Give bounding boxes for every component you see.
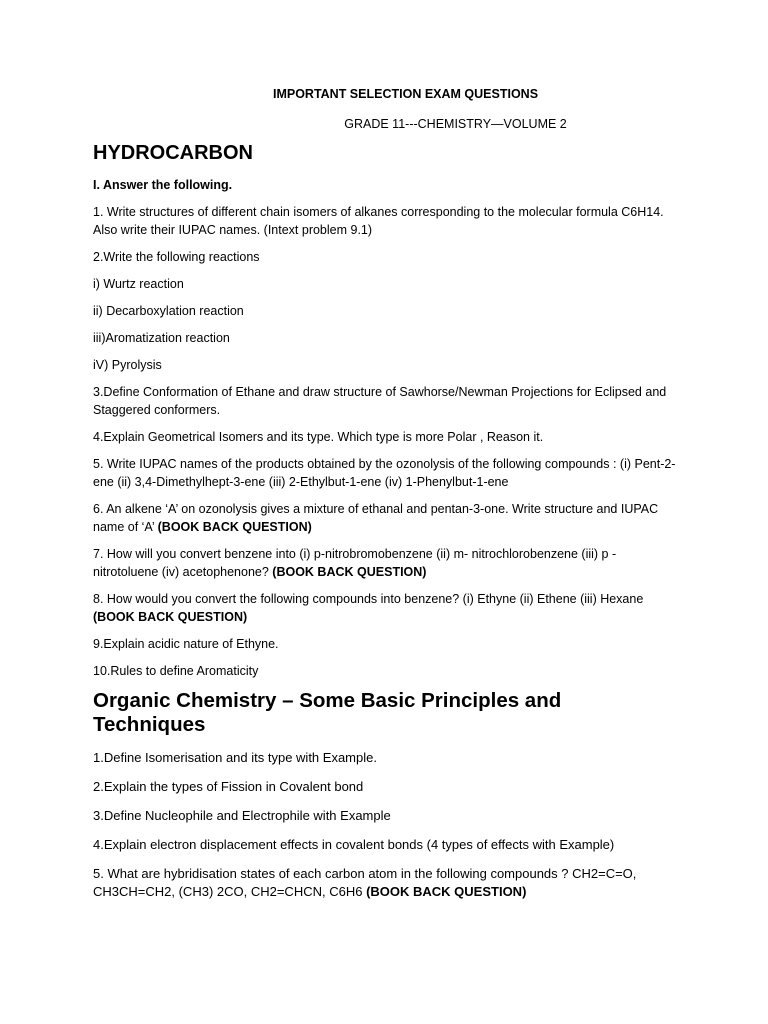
question-item: 8. How would you convert the following compounds into benzene? (i) Ethyne (ii) Ethene (iii) Hexane (BOOK BACK QUESTION) xyxy=(93,592,644,624)
question-item: 4.Explain Geometrical Isomers and its type. Which type is more Polar , Reason it. xyxy=(93,430,544,444)
section-heading-organic-chemistry: Organic Chemistry – Some Basic Principles and Techniques xyxy=(93,689,562,736)
question-item: 1. Write structures of different chain isomers of alkanes corresponding to the molecular formula C6H14. Also write their IUPAC names. (Intext problem 9.1) xyxy=(93,205,664,237)
question-item: ii) Decarboxylation reaction xyxy=(93,304,244,318)
question-item: i) Wurtz reaction xyxy=(93,277,184,291)
question-item: 3.Define Conformation of Ethane and draw structure of Sawhorse/Newman Projections for Eclipsed and Staggered conformers. xyxy=(93,385,667,417)
question-item: 6. An alkene ‘A’ on ozonolysis gives a mixture of ethanal and pentan-3-one. Write structure and IUPAC name of ‘A’ (BOOK BACK QUESTION) xyxy=(93,502,659,534)
question-item: 5. What are hybridisation states of each carbon atom in the following compounds ? CH2=C=O, CH3CH=CH2, (CH3) 2CO, CH2=CHCN, C6H6 (BOOK BACK QUESTION) xyxy=(93,866,637,899)
document-page xyxy=(93,84,678,912)
question-item: 7. How will you convert benzene into (i) p-nitrobromobenzene (ii) m- nitrochlorobenzene (iii) p -nitrotoluene (iv) acetophenone? (BOOK BACK QUESTION) xyxy=(93,547,617,579)
question-item: 3.Define Nucleophile and Electrophile with Example xyxy=(93,808,391,823)
question-item: 10.Rules to define Aromaticity xyxy=(93,664,259,678)
section-subheading: I. Answer the following. xyxy=(93,178,233,192)
document-subtitle: GRADE 11---CHEMISTRY—VOLUME 2 xyxy=(344,117,567,131)
question-item: 2.Explain the types of Fission in Covalent bond xyxy=(93,779,364,794)
question-item: 9.Explain acidic nature of Ethyne. xyxy=(93,637,279,651)
question-item: 5. Write IUPAC names of the products obtained by the ozonolysis of the following compounds : (i) Pent-2-ene (ii) 3,4-Dimethylhept-3-ene (iii) 2-Ethylbut-1-ene (iv) 1-Phenylbut-1-ene xyxy=(93,457,676,489)
question-item: 2.Write the following reactions xyxy=(93,250,260,264)
hydrocarbon-question-list xyxy=(93,203,678,680)
section-heading-hydrocarbon: HYDROCARBON xyxy=(93,142,253,164)
question-item: iii)Aromatization reaction xyxy=(93,331,230,345)
question-item: 1.Define Isomerisation and its type with Example. xyxy=(93,750,377,765)
organic-question-list xyxy=(93,749,678,901)
question-item: 4.Explain electron displacement effects in covalent bonds (4 types of effects with Example) xyxy=(93,837,615,852)
document-title: IMPORTANT SELECTION EXAM QUESTIONS xyxy=(272,87,539,101)
question-item: iV) Pyrolysis xyxy=(93,358,162,372)
